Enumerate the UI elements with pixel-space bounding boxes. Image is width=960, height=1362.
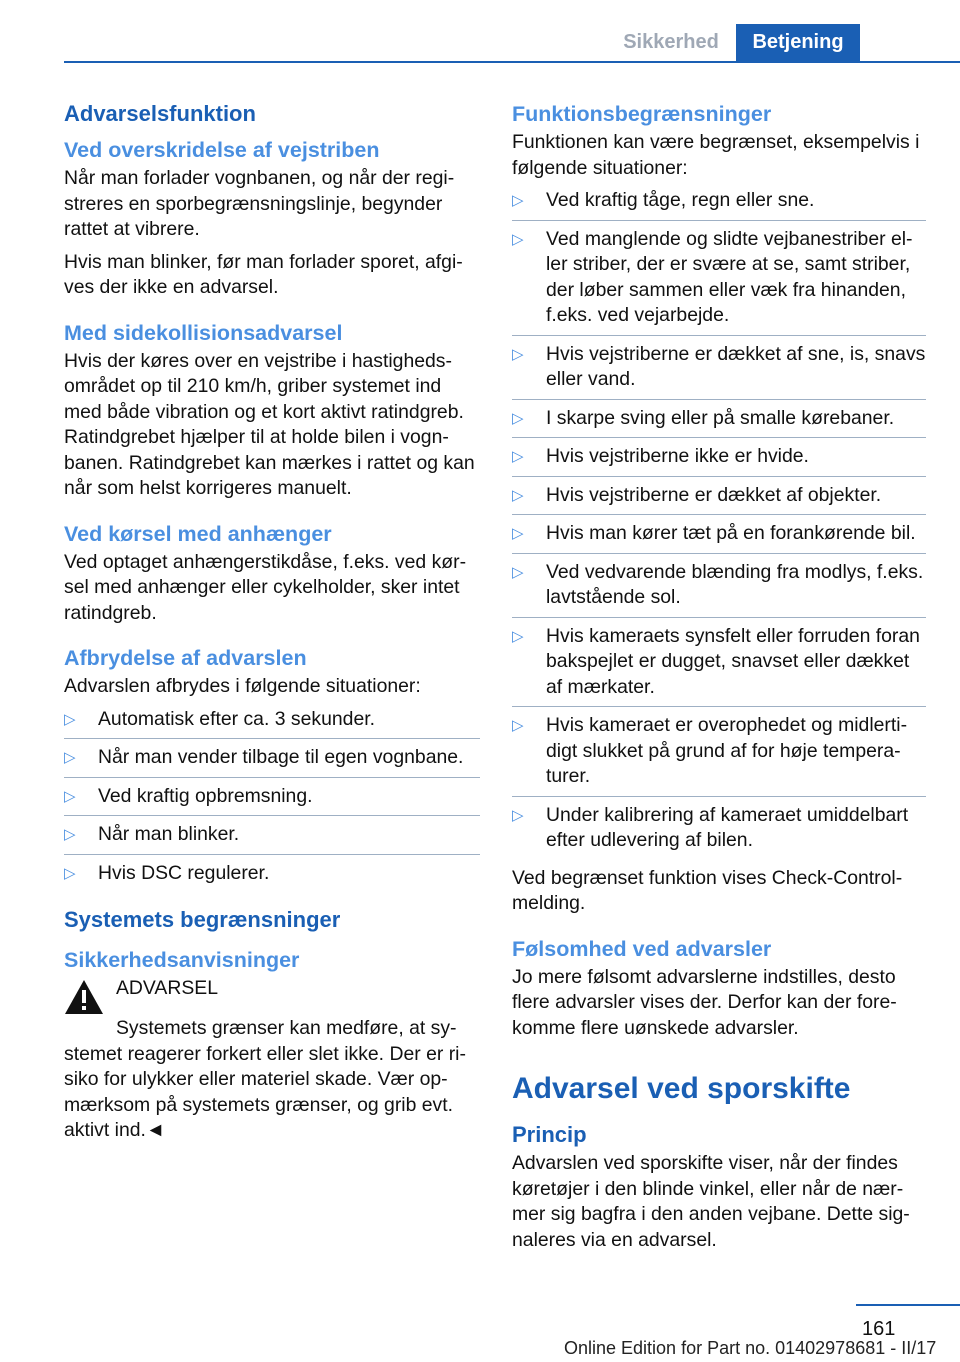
list-item: ▷ Når man vender tilbage til egen vognbane. [64,745,480,778]
list-item: ▷ Hvis vejstriberne er dækket af sne, is, snavs eller vand. [512,342,926,400]
list-item: ▷ Hvis kameraet er overophedet og midlerti-digt slukket på grund af for høje tempera-turer. [512,713,926,797]
list-item: ▷ Ved vedvarende blænding fra modlys, f.eks. lavtstående sol. [512,560,926,618]
triangle-bullet-icon: ▷ [512,525,524,542]
triangle-bullet-icon: ▷ [512,806,524,824]
tab-betjening[interactable]: Betjening [736,24,860,61]
subheading-funktionsbegraensninger: Funktionsbegrænsninger [512,102,772,126]
section-heading-princip: Princip [512,1122,587,1147]
paragraph: Hvis der køres over en vejstribe i hastigheds-området op til 210 km/h, griber systemet ind med både vibration og et kort aktivt ratindgreb. Ratindgrebet hjælper til at holde bilen i vogn-banen. Ratindgrebet kan mærkes i rattet og kan når som helst korrigeres manuelt. [64,349,475,499]
warning-text: Systemets grænser kan medføre, at sy-stemet reagerer forkert eller slet ikke. Der er ri-siko for ulykker eller materiel skade. Vær op-mærksom på systemets grænser, og grib evt. aktivt ind.◄ [64,1017,466,1141]
list-item: ▷ Hvis vejstriberne ikke er hvide. [512,444,926,477]
triangle-bullet-icon: ▷ [512,409,524,427]
paragraph: Funktionen kan være begrænset, eksempelvis i følgende situationer: [512,131,920,179]
header-rule [64,61,960,63]
triangle-bullet-icon: ▷ [64,710,76,728]
paragraph: Ved begrænset funktion vises Check-Control-melding. [512,866,903,914]
list-item: ▷ Hvis kameraets synsfelt eller forruden foran bakspejlet er dugget, snavset eller dækket af mærkater. [512,624,926,708]
footer-rule [856,1304,960,1306]
list-item: ▷ I skarpe sving eller på smalle kørebaner. [512,406,926,439]
warning-triangle-icon [64,979,104,1015]
list-item: ▷ Når man blinker. [64,822,480,855]
triangle-bullet-icon: ▷ [512,627,524,645]
list-item: ▷ Hvis vejstriberne er dækket af objekter. [512,483,926,516]
section-heading-begraensninger: Systemets begrænsninger [64,907,341,932]
bullet-list-begraensninger [512,188,926,860]
subheading-anhaenger: Ved kørsel med anhænger [64,521,332,546]
paragraph: Advarslen ved sporskifte viser, når der findes køretøjer i den blinde vinkel, eller når de nær-mer sig bagfra i den anden vejbane. Dette sig-naleres via en advarsel. [512,1152,910,1251]
list-item: ▷ Automatisk efter ca. 3 sekunder. [64,707,480,740]
subheading-afbrydelse: Afbrydelse af advarslen [64,646,307,670]
paragraph: Jo mere følsomt advarslerne indstilles, desto flere advarsler vises der. Derfor kan der fore-komme flere uønskede advarsler. [512,965,897,1039]
edition-note: Online Edition for Part no. 01402978681 - II/17 [564,1338,937,1358]
warning-box [64,976,480,1016]
page-header [0,0,960,62]
tab-sikkerhed[interactable]: Sikkerhed [623,31,719,53]
list-item: ▷ Under kalibrering af kameraet umiddelbart efter udlevering af bilen. [512,803,909,851]
paragraph: Ved optaget anhængerstikdåse, f.eks. ved kør-sel med anhænger eller cykelholder, sker intet ratindgreb. [64,550,467,624]
list-item: ▷ Ved kraftig tåge, regn eller sne. [512,188,926,221]
left-column [64,100,480,1144]
list-item: ▷ Ved manglende og slidte vejbanestriber el-ler striber, der er svære at se, samt striber, der løber sammen eller væk fra hinanden, f.eks. ved vejarbejde. [512,227,926,336]
paragraph: Advarslen afbrydes i følgende situationer: [64,675,421,697]
subheading-vejstriben: Ved overskridelse af vejstriben [64,138,380,162]
triangle-bullet-icon: ▷ [512,717,524,734]
triangle-bullet-icon: ▷ [512,486,524,504]
page-number: 161 [862,1318,896,1340]
triangle-bullet-icon: ▷ [64,749,76,766]
subheading-sidekollision: Med sidekollisionsadvarsel [64,320,343,345]
triangle-bullet-icon: ▷ [64,787,76,805]
list-item: ▷ Ved kraftig opbremsning. [64,784,480,817]
triangle-bullet-icon: ▷ [512,563,524,581]
paragraph: Når man forlader vognbanen, og når der regi-streres en sporbegrænsningslinje, begynder rattet at vibrere. [64,167,455,240]
triangle-bullet-icon: ▷ [64,864,76,882]
triangle-bullet-icon: ▷ [512,230,524,248]
triangle-bullet-icon: ▷ [512,192,524,209]
subheading-foelsomhed: Følsomhed ved advarsler [512,936,772,961]
warning-label: ADVARSEL [116,977,219,999]
list-item: ▷ Hvis man kører tæt på en forankørende bil. [512,521,926,554]
subheading-sikkerhedsanvisninger: Sikkerhedsanvisninger [64,948,300,972]
paragraph: Hvis man blinker, før man forlader sporet, afgi-ves der ikke en advarsel. [64,250,463,298]
triangle-bullet-icon: ▷ [512,448,524,465]
triangle-bullet-icon: ▷ [512,345,524,363]
list-item: ▷ Hvis DSC regulerer. [64,861,480,893]
right-column [512,100,926,1260]
section-heading-advarselsfunktion: Advarselsfunktion [64,101,256,126]
bullet-list-afbrydelse [64,707,480,893]
triangle-bullet-icon: ▷ [64,826,76,843]
chapter-heading-sporskifte: Advarsel ved sporskifte [512,1072,851,1105]
